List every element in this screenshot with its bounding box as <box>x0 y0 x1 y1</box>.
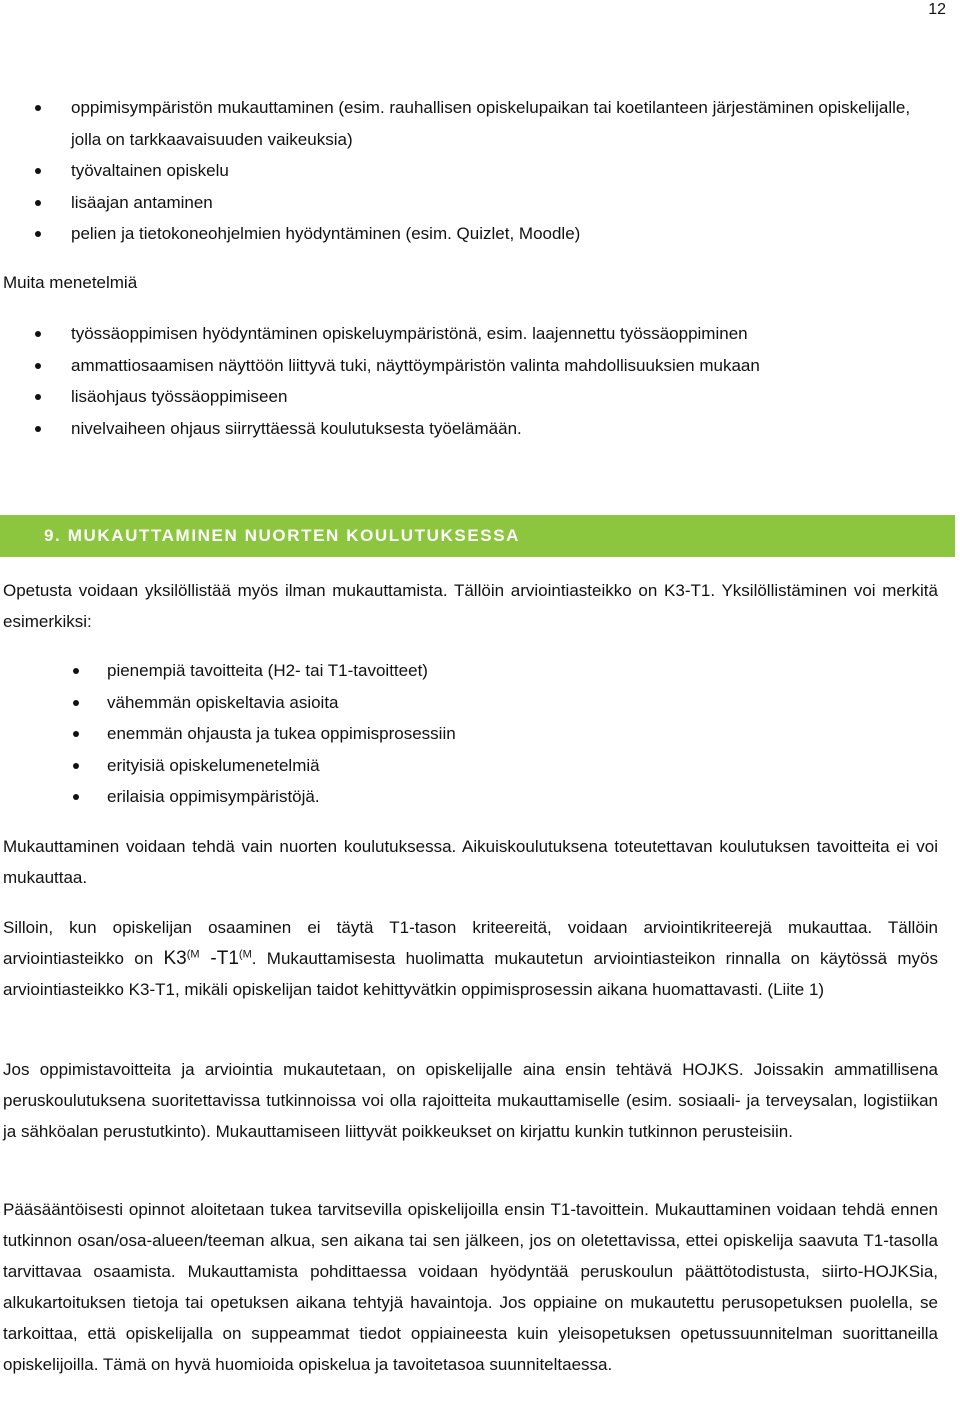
list-item <box>71 318 931 350</box>
bullet-icon <box>73 700 79 706</box>
paragraph-hojks: Jos oppimistavoitteita ja arviointia mukautetaan, on opiskelijalle aina ensin tehtävä HOJKS. Joissakin ammatillisena peruskoulutuksena suoritettavissa tutkinnoissa voi olla rajoitteita mukauttamiselle (esim. sosiaali- ja terveysalan, logistiikan ja sähköalan perustutkinto). Mukauttamiseen liittyvät poikkeukset on kirjattu kunkin tutkinnon perusteisiin. <box>3 1060 938 1141</box>
bullet-icon <box>73 763 79 769</box>
list-item <box>71 413 931 445</box>
paragraph-individualization: Opetusta voidaan yksilöllistää myös ilman mukauttamista. Tällöin arviointiasteikko on K3-T1. Yksilöllistäminen voi merkitä esimerkiksi: <box>3 581 938 631</box>
bullet-icon <box>35 331 41 337</box>
bullet-list-individualization <box>107 655 927 813</box>
bullet-list-other-methods <box>71 318 931 444</box>
bullet-icon <box>35 105 41 111</box>
paragraph-assessment-scale <box>3 912 938 1005</box>
list-item-text: lisäajan antaminen <box>71 192 213 212</box>
list-item <box>71 155 931 187</box>
list-item-text: pienempiä tavoitteita (H2- tai T1-tavoitteet) <box>107 661 428 680</box>
section-heading: 9. MUKAUTTAMINEN NUORTEN KOULUTUKSESSA <box>44 526 521 545</box>
list-item <box>71 92 931 155</box>
bullet-icon <box>35 363 41 369</box>
list-item-text: ammattiosaamisen näyttöön liittyvä tuki, näyttöympäristön valinta mahdollisuuksien mukaan <box>71 355 760 375</box>
bullet-icon <box>35 168 41 174</box>
list-item-text: oppimisympäristön mukauttaminen (esim. rauhallisen opiskelupaikan tai koetilanteen järjestäminen opiskelijalle, jolla on tarkkaavaisuuden vaikeuksia) <box>71 98 911 149</box>
page-number: 12 <box>928 1 946 18</box>
bullet-icon <box>35 200 41 206</box>
list-item-text: lisäohjaus työssäoppimiseen <box>71 387 288 406</box>
list-item <box>71 187 931 219</box>
bullet-icon <box>35 426 41 432</box>
section-heading-bar <box>0 515 955 557</box>
list-item-text: erilaisia oppimisympäristöjä. <box>107 787 320 806</box>
bullet-icon <box>73 794 79 800</box>
list-item <box>71 381 931 413</box>
paragraph-text: Silloin, kun opiskelijan osaaminen ei täytä T1-tason kriteereitä, voidaan arviointikriteerejä mukauttaa. Tällöin arviointiasteikko on <box>3 918 938 968</box>
list-item <box>107 750 927 782</box>
list-item-text: työvaltainen opiskelu <box>71 161 229 180</box>
list-item <box>107 718 927 750</box>
list-item <box>107 655 927 687</box>
superscript-m: (M <box>238 948 252 961</box>
list-item-text: nivelvaiheen ohjaus siirryttäessä koulutuksesta työelämään. <box>71 418 522 438</box>
subheading-other-methods: Muita menetelmiä <box>3 273 138 292</box>
list-item-text: vähemmän opiskeltavia asioita <box>107 692 339 712</box>
superscript-m: (M <box>186 948 200 961</box>
list-item <box>107 781 927 813</box>
paragraph-text: . Mukauttamisesta huolimatta mukautetun arviointiasteikon rinnalla on käytössä myös arviointiasteikko K3-T1, mikäli opiskelijan taidot kehittyvätkin oppimisprosessin aikana huomattavasti. (Liite 1) <box>3 949 939 999</box>
list-item-text: erityisiä opiskelumenetelmiä <box>107 755 320 775</box>
list-item <box>107 687 927 719</box>
bullet-list-learning-methods <box>71 92 931 250</box>
list-item <box>71 350 931 382</box>
bullet-icon <box>73 668 79 674</box>
list-item-text: työssäoppimisen hyödyntäminen opiskeluympäristönä, esim. laajennettu työssäoppiminen <box>71 324 748 343</box>
list-item-text: pelien ja tietokoneohjelmien hyödyntäminen (esim. Quizlet, Moodle) <box>71 224 581 243</box>
list-item-text: enemmän ohjausta ja tukea oppimisprosessiin <box>107 724 456 743</box>
bullet-icon <box>73 731 79 737</box>
paragraph-main-rule: Pääsääntöisesti opinnot aloitetaan tukea tarvitsevilla opiskelijoilla ensin T1-tavoittein. Mukauttaminen voidaan tehdä ennen tutkinnon osan/osa-alueen/teeman alkua, sen aikana tai sen jälkeen, jos on oletettavissa, ettei opiskelija saavuta T1-tasolla tarvittavaa osaamista. Mukauttamista pohdittaessa voidaan hyödyntää peruskoulun päättötodistusta, siirto-HOJKSia, alkukartoituksen tietoja tai opetuksen aikana tehtyjä havaintoja. Jos oppiaine on mukautettu perusopetuksen puolella, se tarkoittaa, että opiskelijalla on suppeammat tiedot oppiaineesta kuin yleisopetuksen opetussuunnitelman suorittaneilla opiskelijoilla. Tämä on hyvä huomioida opiskelua ja tavoitetasoa suunniteltaessa. <box>3 1200 938 1374</box>
bullet-icon <box>35 394 41 400</box>
paragraph-youth-education: Mukauttaminen voidaan tehdä vain nuorten koulutuksessa. Aikuiskoulutuksena toteutettavan koulutuksen tavoitteita ei voi mukauttaa. <box>3 837 938 887</box>
bullet-icon <box>35 231 41 237</box>
list-item <box>71 218 931 250</box>
scale-t1: -T1 <box>199 948 239 969</box>
scale-k3: K3 <box>163 948 187 969</box>
